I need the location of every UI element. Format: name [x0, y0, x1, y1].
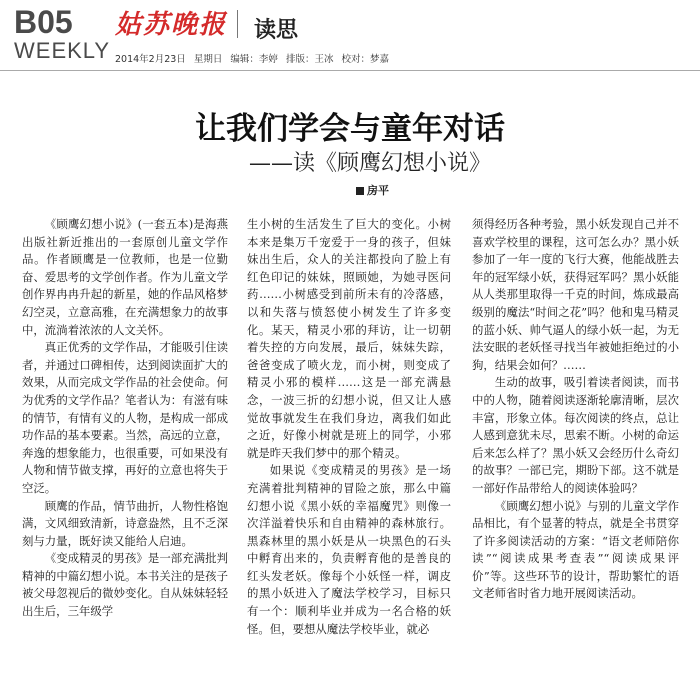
paragraph: 如果说《变成精灵的男孩》是一场充满着批判精神的冒险之旅，那么中篇幻想小说《黑小妖的幸福魔咒》则像一次洋溢着快乐和自由精神的森林旅行。黑森林里的黑小妖是从一块黑色的石头中孵育出来的，负责孵育他的是善良的红头发老妖。像每个小妖怪一样，调皮的黑小妖进入了魔法学校学习，目标只有一个：顺利毕业并成为一名合格的妖怪。但，要想从魔法学校毕业，就必 — [247, 463, 451, 636]
proofread-credit: 校对：梦嘉 — [341, 54, 389, 65]
newspaper-logo: 姑苏晚报 — [115, 10, 228, 40]
issue-meta — [115, 51, 394, 65]
paragraph: 《变成精灵的男孩》是一部充满批判精神的中篇幻想小说。本书关注的是孩子被父母忽视后的微妙变化。自从妹妹轻轻出生后，三年级学 — [22, 551, 228, 619]
article-column-3 — [472, 216, 679, 676]
layout-credit: 排版：王冰 — [285, 54, 334, 65]
edition-label: WEEKLY — [14, 38, 111, 63]
byline — [356, 182, 389, 198]
article-subheadline: ——读《顾鹰幻想小说》 — [248, 151, 491, 176]
article-column-2 — [247, 216, 451, 676]
masthead-divider — [237, 10, 238, 38]
paragraph: 《顾鹰幻想小说》与别的儿童文学作品相比，有个显著的特点，就是全书贯穿了许多阅读活动的方案：“语文老师陪你读”“阅读成果考查表”“阅读成果评价”等。这些环节的设计，帮助繁忙的语文老师省时省力地开展阅读活动。 — [472, 498, 679, 601]
paragraph: 须得经历各种考验，黑小妖发现自己并不喜欢学校里的课程，这可怎么办？黑小妖参加了一年一度的飞行大赛，他能战胜去年的冠军绿小妖，获得冠军吗？黑小妖能从人类那里取得一千克的时间，炼成最高级别的魔法“时间之花”吗？他和鬼马精灵的蓝小妖、帅气逼人的绿小妖一起，为无法安眠的老妖怪寻找当年被她拒绝过的小狗，结果会如何？…… — [472, 217, 679, 372]
page-number: B05 — [14, 4, 73, 40]
editor-credit: 编辑：李婷 — [230, 54, 278, 65]
issue-date: 2014年2月23日 — [115, 54, 186, 65]
masthead — [0, 0, 700, 70]
paragraph: 生小树的生活发生了巨大的变化。小树本来是集万千宠爱于一身的孩子，但妹妹出生后，众人的关注都投向了脸上有红色印记的妹妹，照顾她，为她寻医问药……小树感受到前所未有的冷落感，以和失落与愤怒使小树发生了许多变化。某天，精灵小邪的拜访，让一切朝着失控的方向发展，最后，妹妹失踪，爸爸变成了喷火龙，而小树，则变成了精灵小邪的模样……这是一部充满悬念，一波三折的幻想小说，但又让人感觉故事就发生在我们身边，离我们如此之近，好像小树就是班上的同学，小邪就是昨天我们梦中的那个精灵。 — [247, 217, 451, 460]
author-name: 房平 — [367, 184, 389, 197]
paragraph: 真正优秀的文学作品，才能吸引住读者，并通过口碑相传，达到阅读面扩大的效果，从而完成文学作品的社会使命。何为优秀的文学作品？笔者认为：有滋有味的情节，有情有义的人物，是构成一部成功作品的基本要素。当然，高远的立意，奔逸的想象能力，也很重要，可如果没有人物和情节做支撑，再好的立意也将失于空泛。 — [22, 340, 228, 495]
section-title: 读思 — [254, 18, 299, 43]
article-column-1 — [22, 216, 228, 676]
article-headline: 让我们学会与童年对话 — [195, 111, 505, 147]
byline-square-icon — [356, 187, 364, 195]
paragraph: 《顾鹰幻想小说》(一套五本)是海燕出版社新近推出的一套原创儿童文学作品。作者顾鹰是一位教师，也是一位勤奋、爱思考的文学创作者。作为儿童文学创作界冉冉升起的新星，她的作品风格梦幻空灵，立意高雅，在充满想象力的故事中，流淌着浓浓的人文关怀。 — [22, 217, 228, 337]
paragraph: 顾鹰的作品，情节曲折，人物性格饱满，文风细致清新，诗意盎然，且不乏深刻与力量，既好读又能给人启迪。 — [22, 498, 228, 548]
masthead-rule — [0, 70, 700, 71]
issue-weekday: 星期日 — [193, 54, 223, 65]
paragraph: 生动的故事，吸引着读者阅读，而书中的人物，随着阅读逐渐轮廓清晰，层次丰富，形象立体。每次阅读的终点，总让人感到意犹未尽，思索不断。小树的命运后来怎么样了？黑小妖又会经历什么奇幻的故事？一部已完，期盼下部。这不就是一部好作品带给人的阅读体验吗？ — [472, 375, 679, 495]
